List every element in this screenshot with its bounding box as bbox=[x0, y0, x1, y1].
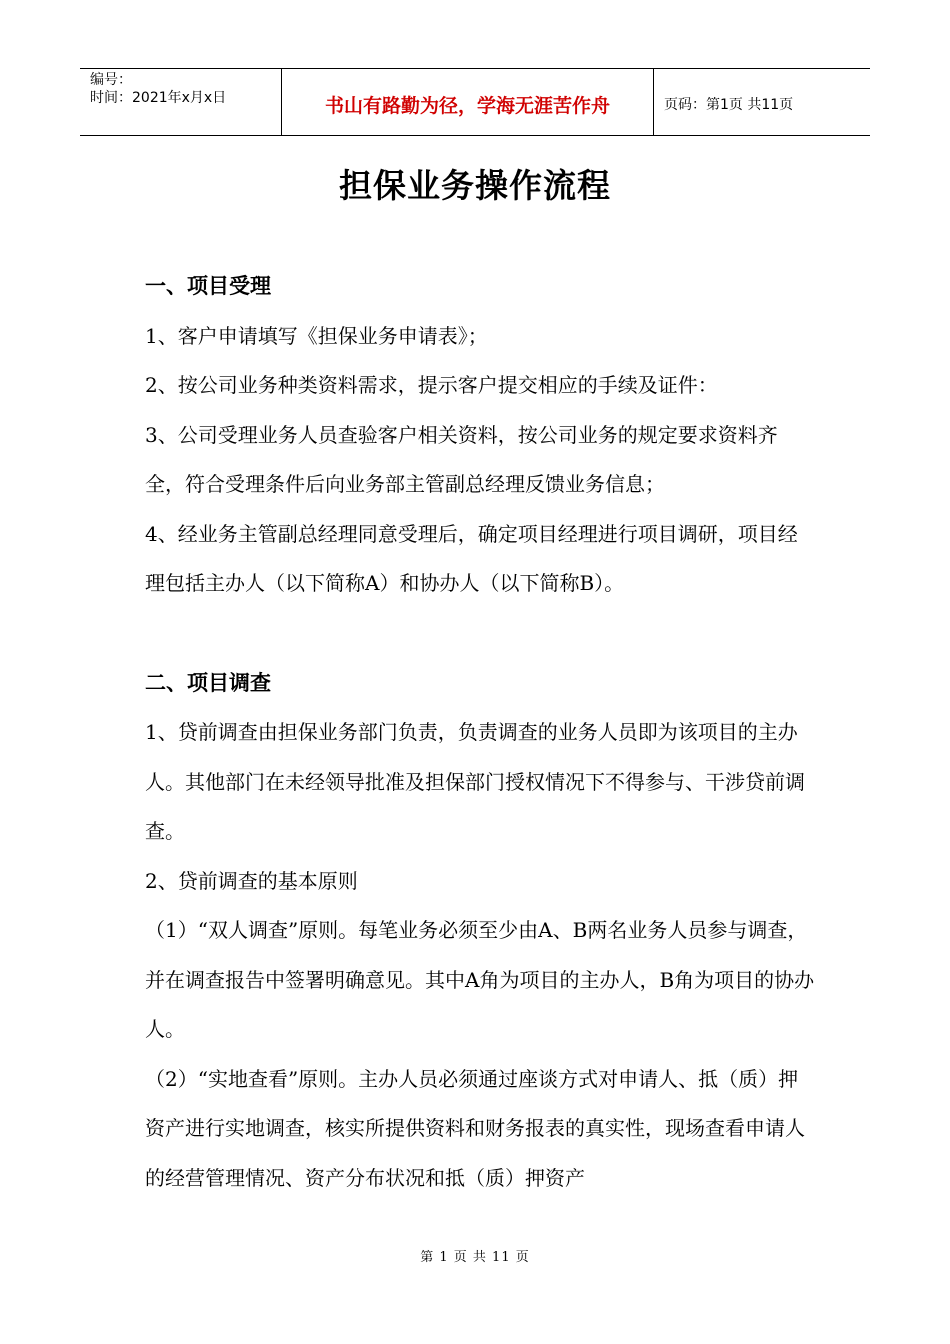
paragraph: 2、贷前调查的基本原则 bbox=[145, 868, 358, 893]
section-project-acceptance bbox=[145, 262, 815, 609]
document-header bbox=[80, 68, 870, 136]
paragraph: 1、客户申请填写《担保业务申请表》； bbox=[145, 323, 488, 348]
document-number-label: 编号： bbox=[90, 72, 132, 88]
section-project-investigation bbox=[145, 659, 815, 1204]
header-page-info: 页码：第1页 共11页 bbox=[664, 97, 794, 113]
section-spacer bbox=[145, 609, 815, 659]
document-body bbox=[145, 262, 815, 1203]
paragraph: 3、公司受理业务人员查验客户相关资料，按公司业务的规定要求资料齐全，符合受理条件后向业务部主管副总经理反馈业务信息； bbox=[145, 422, 778, 496]
document-title: 担保业务操作流程 bbox=[339, 166, 611, 205]
section-heading: 二、项目调查 bbox=[145, 670, 271, 695]
header-meta bbox=[80, 69, 282, 135]
paragraph: 4、经业务主管副总经理同意受理后，确定项目经理进行项目调研，项目经理包括主办人（以下简称A）和协办人（以下简称B）。 bbox=[145, 521, 798, 595]
document-time-label: 时间：2021年x月x日 bbox=[90, 90, 227, 106]
paragraph: （2）“实地查看”原则。主办人员必须通过座谈方式对申请人、抵（质）押资产进行实地调查，核实所提供资料和财务报表的真实性，现场查看申请人的经营管理情况、资产分布状况和抵（质）押资产 bbox=[145, 1066, 805, 1190]
page-footer: 第 1 页 共 11 页 bbox=[420, 1250, 530, 1265]
section-heading: 一、项目受理 bbox=[145, 274, 271, 298]
header-motto: 书山有路勤为径，学海无涯苦作舟 bbox=[282, 69, 654, 135]
paragraph: （1）“双人调查”原则。每笔业务必须至少由A、B两名业务人员参与调查，并在调查报告中签署明确意见。其中A角为项目的主办人，B角为项目的协办人。 bbox=[145, 918, 815, 1041]
paragraph: 2、按公司业务种类资料需求，提示客户提交相应的手续及证件： bbox=[145, 373, 718, 397]
paragraph: 1、贷前调查由担保业务部门负责，负责调查的业务人员即为该项目的主办人。其他部门在未经领导批准及担保部门授权情况下不得参与、干涉贷前调查。 bbox=[145, 720, 805, 843]
